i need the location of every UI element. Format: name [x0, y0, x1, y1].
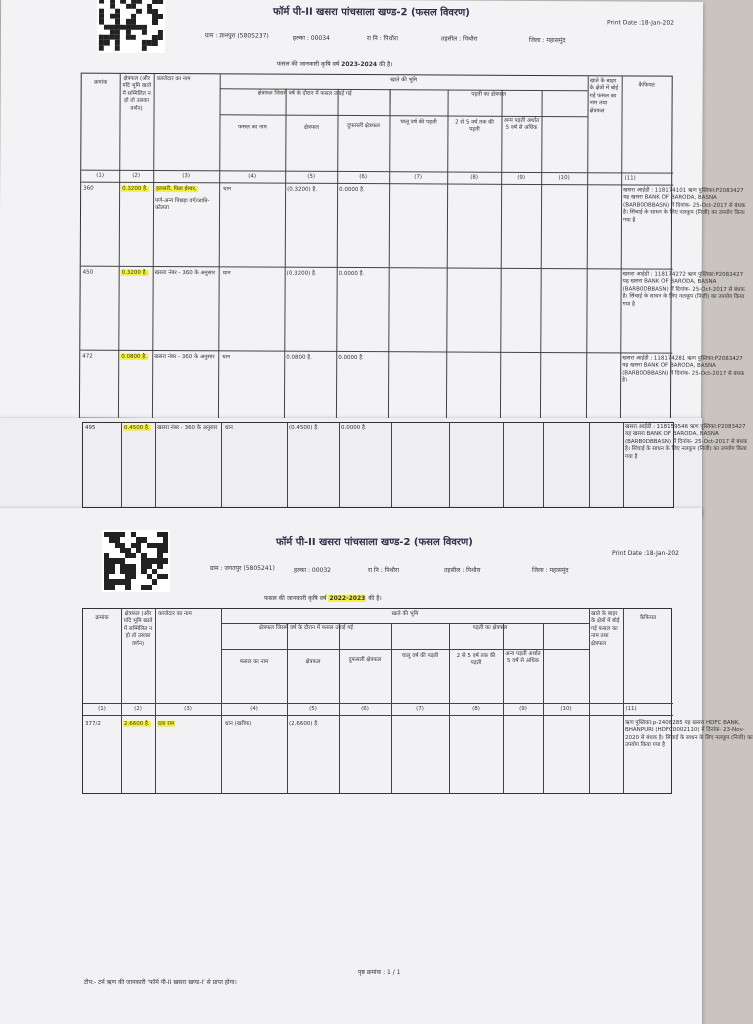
village-field: ग्राम : ज्ञानपुरा (5805237) [204, 32, 269, 40]
row-serial-text: 360 [83, 185, 94, 192]
col-header-land: खाते की भूमि [390, 77, 418, 84]
row-area [123, 425, 155, 432]
row-double-area: 0.0000 है. [338, 354, 364, 362]
grid-line [446, 90, 449, 420]
col-header-current-fallow: चालू वर्ष की पड़ती [400, 119, 437, 126]
row-crop-text: धान [222, 354, 231, 361]
page-number: पृष्ठ क्रमांक : 1 / 1 [358, 969, 401, 976]
col-number: (5) [309, 706, 317, 712]
row-remarks: खसरा आईडी : 118174281 ऋण पुस्तिका:P2083427 यह खसरा BANK OF BARODA, BASNA (BARB0DBBASN) में दिनांक- 25-Oct-2017 से बंधक है। [622, 355, 745, 384]
col-number: (1) [98, 706, 106, 712]
grid-line [388, 89, 391, 419]
form-title: फॉर्म पी-II खसरा पांचसाला खण्ड-2 (फसल विवरण) [276, 537, 473, 548]
grid-line [589, 423, 590, 507]
row-area-text: 0.3200 है. [121, 269, 148, 276]
print-date: Print Date :18-Jan-202 [612, 550, 679, 557]
col-number: (9) [517, 174, 526, 181]
row-crop [225, 721, 283, 728]
col-header-fallow: पड़ती का क्षेत्रफल [471, 91, 507, 98]
col-number: (1) [96, 172, 105, 179]
col-header-serial: क्रमांक [94, 79, 108, 86]
row-serial [83, 270, 117, 278]
col-header-outside: खाते के बाहर के क्षेत्रों में बोई गई फसल का नाम तथा क्षेत्रफल [591, 611, 620, 647]
col-number: (6) [361, 706, 369, 712]
col-number: (4) [250, 706, 258, 712]
grid-line [121, 423, 122, 507]
row-crop-area [289, 425, 337, 432]
row-owner [154, 354, 216, 362]
print-date: Print Date :18-Jan-202 [606, 19, 675, 27]
row-serial-text: 495 [85, 425, 96, 431]
row-crop [222, 354, 280, 362]
row-owner-text: खसरा नंबर - 360 के अनुसार [154, 269, 216, 277]
row-owner-text: खसरा नंबर - 360 के अनुसार [157, 425, 218, 431]
grid-line [221, 649, 589, 650]
grid-line [390, 89, 391, 115]
grid-line [336, 89, 339, 419]
col-header-remarks: कैफियत [639, 615, 657, 621]
col-header-double: दुफसली क्षेत्रफल [348, 657, 382, 663]
grid-line [83, 715, 673, 716]
grid-line [586, 76, 589, 420]
row-crop-area [287, 187, 335, 195]
col-number: (11) [625, 706, 637, 712]
row-crop-area-text: (0.4500) है. [289, 425, 319, 431]
row-serial-text: 450 [82, 269, 94, 276]
ri-field: रा नि : पिथौरा [368, 567, 399, 574]
record-sheet-2023 [0, 0, 746, 430]
row-crop-area-text: (0.3200) है. [286, 270, 317, 277]
col-header-land: खाते की भूमि [391, 611, 419, 617]
grid-line [503, 423, 504, 507]
row-owner [155, 270, 217, 278]
col-number: (8) [470, 174, 479, 181]
col-number: (7) [414, 174, 423, 181]
row-area [123, 721, 155, 728]
col-header-crop: फसल का नाम [238, 124, 267, 131]
col-number: (2) [132, 172, 141, 179]
grid-line [543, 423, 544, 507]
row-crop-text: धान [223, 186, 232, 193]
row-crop-text: धान (खरीफ) [225, 721, 252, 727]
grid-line [623, 609, 624, 793]
ri-field: रा नि : पिथौरा [366, 35, 398, 43]
row-area-text: 2.6600 है. [124, 721, 150, 727]
col-header-crop-area: क्षेत्रफल [305, 659, 321, 665]
col-number: (7) [416, 706, 424, 712]
row-remarks: खसरा आईडी : 118174101 ऋण पुस्तिका:P2083427 यह खसरा BANK OF BARODA, BASNA (BARB0DBBASN) में दिनांक- 25-Oct-2017 से बंधक है। सिंचाई के साधन के लिए नलकूप (निजी) का उपयोग किया गया है [622, 187, 746, 224]
grid-line [339, 423, 340, 507]
col-header-season: क्षेत्रफल जिसमें वर्ष के दौरान में फसल उगाई गई [259, 625, 353, 631]
col-header-fallow-2-5: 2 से 5 वर्ष तक की पड़ती [456, 653, 496, 667]
footer-note: टीप:- टर्म ऋण की जानकारी 'फॉर्म पी-II खसरा खण्ड-I' से प्राप्त होगा। [84, 979, 237, 986]
grid-line [540, 90, 543, 420]
row-crop-area [287, 271, 335, 279]
row-owner-detail: पर्ण-अन्य पिछड़ा वर्ग/जाति-कोलता [155, 197, 210, 212]
row-area [120, 354, 152, 362]
crop-year: 2022-2023 [329, 595, 366, 602]
row-remarks: खसरा आईडी : 118174272 ऋण पुस्तिका:P2083427 यह खसरा BANK OF BARODA, BASNA (BARB0DBBASN) में दिनांक- 25-Oct-2017 से बंधक है। सिंचाई के साधन के लिए नलकूप (निजी) का उपयोग किया गया है [622, 271, 745, 308]
col-number: (3) [182, 173, 191, 180]
col-header-area: क्षेत्रफल (और यदि भूमि खाते में सम्मिलित न हो तो उसका वर्णन) [122, 75, 152, 112]
col-number: (10) [560, 706, 572, 712]
row-crop-area-text: (0.3200) है. [287, 186, 318, 193]
grid-line [449, 423, 450, 507]
col-header-double: दुफसली क्षेत्रफल [347, 122, 380, 130]
col-number: (8) [472, 706, 480, 712]
row-owner-text: खसरा नंबर - 360 के अनुसार [154, 353, 215, 361]
grid-line [218, 74, 221, 418]
crop-year-line: फसल की जानकारी कृषि वर्ष 2023-2024 की है। [276, 60, 393, 69]
col-number: (5) [307, 173, 316, 180]
col-header-season: क्षेत्रफल जिसमें वर्ष के दौरान में फसल उगाई गई [257, 90, 352, 98]
row-crop [223, 270, 281, 278]
grid-line [155, 609, 156, 793]
row-serial-text: 377/2 [85, 721, 101, 727]
grid-line [500, 90, 503, 420]
row-crop [225, 425, 283, 432]
qr-code-icon [97, 0, 165, 53]
col-header-fallow-5: अन्य पड़ती अर्थात 5 वर्ष से अधिक [503, 117, 540, 132]
col-number: (9) [519, 706, 527, 712]
row-double-area: 0.0000 है. [339, 186, 365, 194]
row-remarks: ऋण पुस्तिका:p-2408285 यह खसरा HDFC BANK, BHANPURI (HDFC0002110) में दिनांक- 23-Nov-2020 से बंधक है। सिंचाई के साधन के लिए नलकूप (निजी) का उपयोग किया गया है [625, 720, 753, 749]
col-header-outside: खाते के बाहर के क्षेत्रों में बोई गई फसल का नाम तथा क्षेत्रफल [589, 78, 619, 115]
row-crop-area-text: 0.0800 है. [286, 354, 312, 361]
row-area-text: 0.3200 है. [122, 185, 148, 192]
col-header-current-fallow: चालू वर्ष की पड़ती [401, 653, 439, 659]
grid-line [221, 423, 222, 507]
col-header-remarks: कैफियत [638, 82, 655, 89]
grid-line [287, 423, 288, 507]
row-owner [157, 721, 219, 728]
crop-table [79, 73, 746, 422]
row-remarks: खसरा आईडी : 118159546 ऋण पुस्तिका:P2083427 यह खसरा BANK OF BARODA, BASNA (BARB0DBBASN) में दिनांक- 25-Oct-2017 से बंधक है। सिंचाई के साधन के लिए नलकूप (निजी) का उपयोग किया गया है [625, 424, 748, 460]
row-crop-text: धान [225, 425, 233, 431]
row-serial [82, 354, 116, 362]
col-header-area: क्षेत्रफल (और यदि भूमि खाते में सम्मिलित न हो तो उसका वर्णन) [123, 611, 153, 647]
row-serial [85, 721, 119, 728]
col-header-fallow-5: अन्य पड़ती अर्थात 5 वर्ष से अधिक [505, 651, 541, 665]
form-title: फॉर्म पी-II खसरा पांचसाला खण्ड-2 (फसल विवरण) [273, 6, 470, 19]
grid-line [118, 74, 121, 418]
village-field: ग्राम : जगतपुर (5805241) [210, 565, 275, 572]
col-number: (2) [134, 706, 142, 712]
col-number: (6) [359, 174, 368, 181]
grid-line [589, 609, 590, 793]
record-sheet-2022 [0, 508, 753, 1024]
halka-field: हल्का : 00034 [292, 34, 330, 42]
grid-line [284, 89, 287, 419]
tehsil-field: तहसील : पिथौरा [444, 567, 481, 574]
crop-year-line: फसल की जानकारी कृषि वर्ष 2022-2023 की है। [264, 595, 382, 602]
grid-line [121, 609, 122, 793]
grid-line [221, 623, 589, 624]
col-header-fallow-2-5: 2 से 5 वर्ष तक की पड़ती [455, 119, 494, 134]
row-crop-area [289, 721, 337, 728]
grid-line [623, 423, 624, 507]
row-area [121, 186, 153, 194]
row-owner [155, 186, 217, 194]
grid-line [221, 609, 222, 793]
col-number: (11) [624, 175, 636, 182]
grid-line [220, 114, 588, 117]
col-header-owner: कब्जेदार का नाम [158, 611, 192, 617]
row-area-text: 0.0800 है. [121, 353, 147, 360]
row-owner-text: दया राम [158, 721, 175, 727]
col-header-crop: फसल का नाम [239, 659, 269, 665]
col-number: (10) [558, 175, 570, 182]
crop-table-continued [82, 422, 748, 508]
col-number: (4) [248, 173, 257, 180]
row-area [121, 270, 153, 278]
row-serial [85, 425, 119, 432]
halka-field: हल्का : 00032 [294, 567, 331, 574]
crop-year: 2023-2024 [341, 60, 378, 69]
grid-line [391, 623, 392, 649]
grid-line [83, 703, 673, 704]
col-number: (3) [184, 706, 192, 712]
row-serial-text: 472 [82, 353, 93, 360]
col-header-crop-area: क्षेत्रफल [303, 124, 319, 131]
row-owner-text: हलसरी, पिता ईश्वर, [156, 185, 197, 193]
row-owner [157, 425, 219, 432]
row-crop-area-text: (2.6600) है. [289, 721, 319, 727]
row-crop-text: धान [222, 270, 231, 277]
row-crop [223, 186, 281, 194]
col-header-serial: क्रमांक [95, 615, 109, 621]
crop-table [82, 608, 753, 794]
district-field: जिला : महासमुंद [528, 36, 566, 45]
col-header-fallow: पड़ती का क्षेत्रफल [472, 625, 508, 631]
qr-code-icon [102, 530, 170, 592]
row-area-text: 0.4500 है. [124, 425, 150, 431]
tehsil-field: तहसील : पिथौरा [440, 35, 478, 43]
grid-line [155, 423, 156, 507]
row-serial [83, 186, 117, 194]
district-field: जिला : महासमुंद [532, 567, 569, 574]
grid-line [152, 74, 155, 418]
row-crop-area [286, 355, 334, 363]
grid-line [391, 423, 392, 507]
record-strip [0, 418, 748, 516]
row-double-area: 0.0000 है. [338, 270, 365, 278]
row-double-area: 0.0000 है. [341, 425, 367, 431]
col-header-owner: कब्जेदार का नाम [156, 75, 191, 83]
